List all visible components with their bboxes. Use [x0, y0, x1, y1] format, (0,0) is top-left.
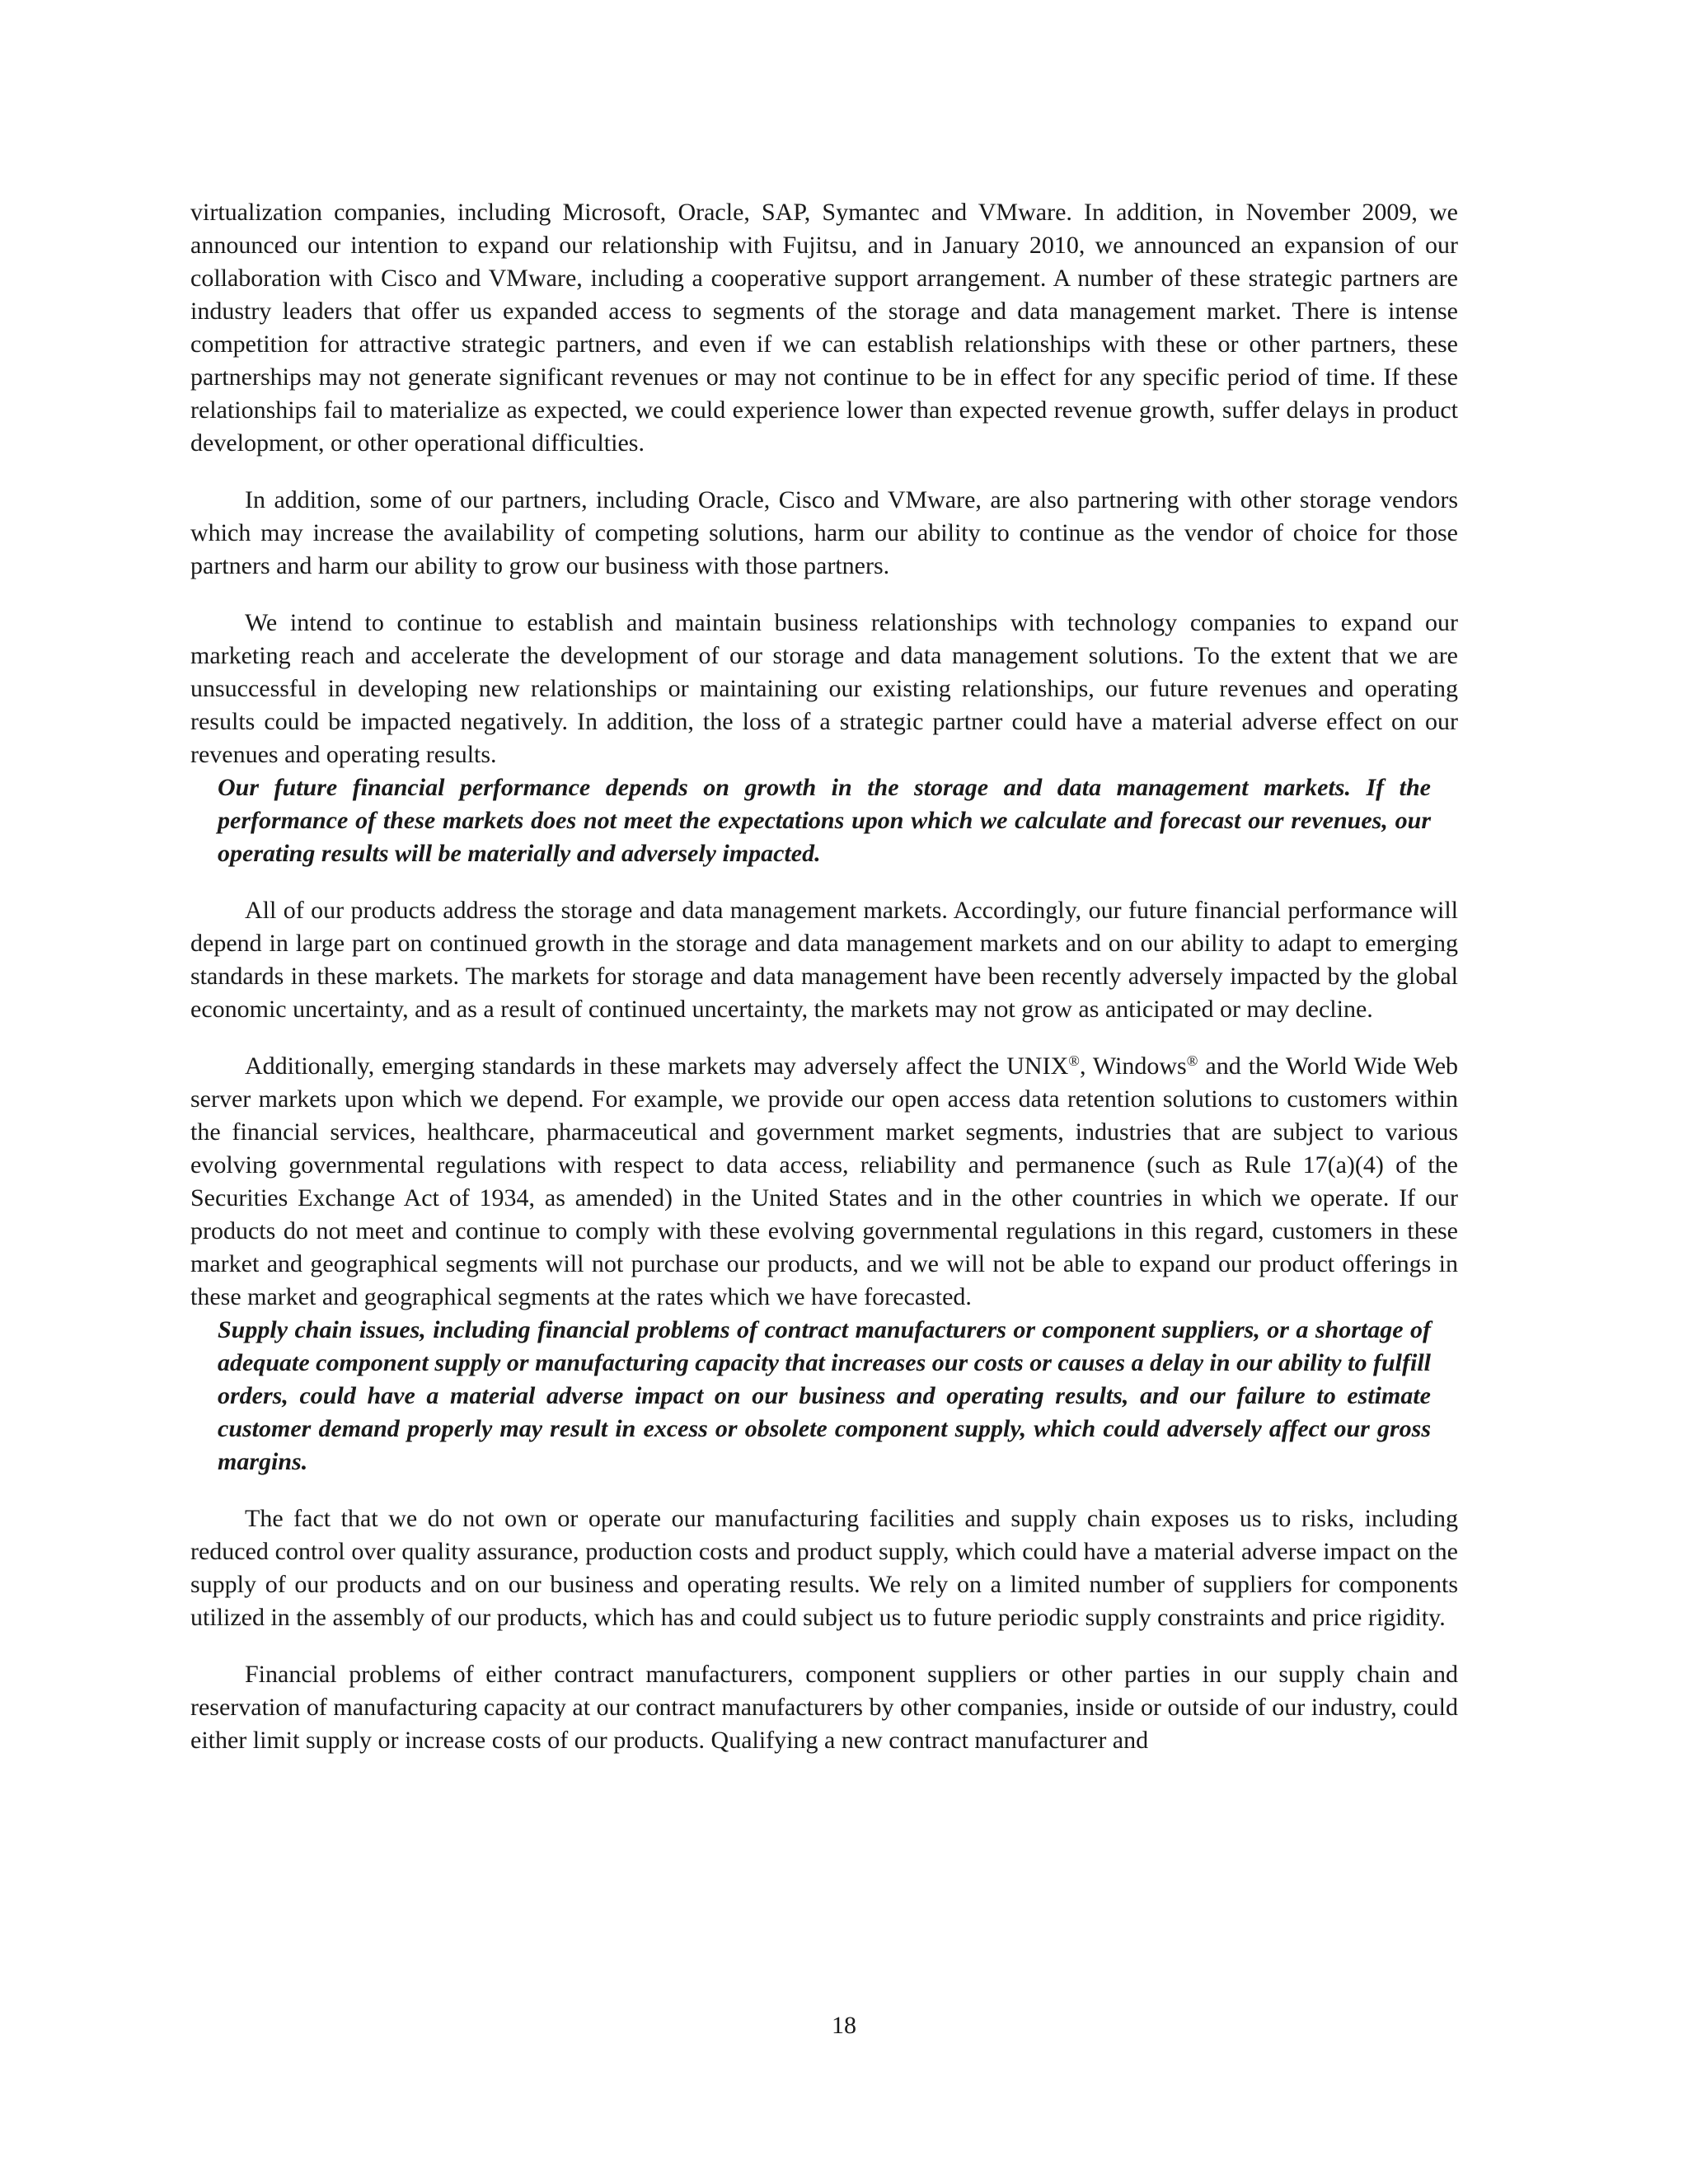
registered-mark: ®	[1186, 1052, 1198, 1069]
paragraph-partners-competing: In addition, some of our partners, including Oracle, Cisco and VMware, are also partnering with other storage vendors which may increase the availability of competing solutions, harm our ability to continue as the vendor of choice for those partners and harm our ability to grow our business with those partners.	[190, 486, 1458, 579]
paragraph-emerging-standards-part-b: , Windows	[1079, 1052, 1187, 1080]
risk-heading-market-growth: Our future financial performance depends on growth in the storage and data management markets. If the performance of these markets does not meet the expectations upon which we calculate and forecast our revenues, our operating results will be materially and adversely impacted.	[218, 774, 1431, 867]
paragraph-manufacturing-risks: The fact that we do not own or operate our manufacturing facilities and supply chain exposes us to risks, including reduced control over quality assurance, production costs and product supply, which could have a material adverse impact on the supply of our products and on our business and operating results. We rely on a limited number of suppliers for components utilized in the assembly of our products, which has and could subject us to future periodic supply constraints and price rigidity.	[190, 1505, 1458, 1631]
registered-mark: ®	[1068, 1052, 1080, 1069]
paragraph-emerging-standards-part-c: and the World Wide Web server markets upon which we depend. For example, we provide our open access data retention solutions to customers within the financial services, healthcare, pharmaceutical and government market segments, industries that are subject to various evolving governmental regulations with respect to data access, reliability and permanence (such as Rule 17(a)(4) of the Securities Exchange Act of 1934, as amended) in the United States and in the other countries in which we operate. If our products do not meet and continue to comply with these evolving governmental regulations in this regard, customers in these market and geographical segments will not purchase our products, and we will not be able to expand our product offerings in these market and geographical segments at the rates which we have forecasted.	[190, 1052, 1459, 1310]
paragraph-emerging-standards-part-a: Additionally, emerging standards in these markets may adversely affect the UNIX	[245, 1052, 1069, 1080]
paragraph-financial-problems: Financial problems of either contract manufacturers, component suppliers or other parties in our supply chain and reservation of manufacturing capacity at our contract manufacturers by other companies, inside or outside of our industry, could either limit supply or increase costs of our products. Qualifying a new contract manufacturer and	[190, 1661, 1458, 1754]
paragraph-storage-markets: All of our products address the storage and data management markets. Accordingly, our future financial performance will depend in large part on continued growth in the storage and data management markets and on our ability to adapt to emerging standards in these markets. The markets for storage and data management have been recently adversely impacted by the global economic uncertainty, and as a result of continued uncertainty, the markets may not grow as anticipated or may decline.	[190, 897, 1458, 1023]
paragraph-emerging-standards	[190, 1050, 1458, 1314]
risk-heading-supply-chain: Supply chain issues, including financial problems of contract manufacturers or component suppliers, or a shortage of adequate component supply or manufacturing capacity that increases our costs or causes a delay in our ability to fulfill orders, could have a material adverse impact on our business and operating results, and our failure to estimate customer demand properly may result in excess or obsolete component supply, which could adversely affect our gross margins.	[218, 1316, 1431, 1475]
page-number: 18	[832, 2012, 856, 2039]
paragraph-business-relationships: We intend to continue to establish and maintain business relationships with technology companies to expand our marketing reach and accelerate the development of our storage and data management solutions. To the extent that we are unsuccessful in developing new relationships or maintaining our existing relationships, our future revenues and operating results could be impacted negatively. In addition, the loss of a strategic partner could have a material adverse effect on our revenues and operating results.	[190, 609, 1458, 768]
paragraph-strategic-partners: virtualization companies, including Microsoft, Oracle, SAP, Symantec and VMware. In addition, in November 2009, we announced our intention to expand our relationship with Fujitsu, and in January 2010, we announced an expansion of our collaboration with Cisco and VMware, including a cooperative support arrangement. A number of these strategic partners are industry leaders that offer us expanded access to segments of the storage and data management market. There is intense competition for attractive strategic partners, and even if we can establish relationships with these or other partners, these partnerships may not generate significant revenues or may not continue to be in effect for any specific period of time. If these relationships fail to materialize as expected, we could experience lower than expected revenue growth, suffer delays in product development, or other operational difficulties.	[190, 199, 1458, 457]
document-body	[190, 196, 1458, 1757]
